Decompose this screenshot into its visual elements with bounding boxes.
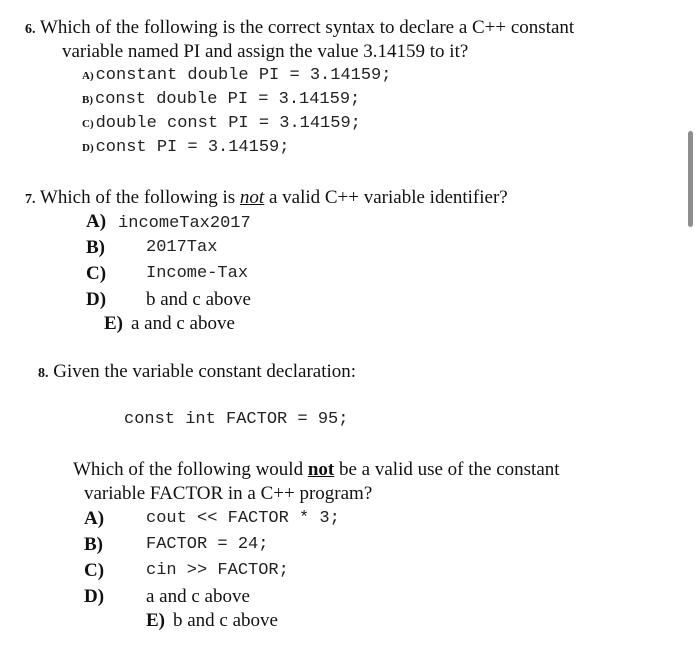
option-value: incomeTax2017 <box>118 214 251 233</box>
option-label: A) <box>86 211 107 232</box>
question-8-code: const int FACTOR = 95; <box>124 410 349 429</box>
option-label: B) <box>82 94 93 106</box>
question-8-option-d-value: a and c above <box>146 586 250 607</box>
question-7-option-c-value: Income-Tax <box>146 264 249 283</box>
option-value: a and c above <box>131 313 235 334</box>
question-7-emphasis: not <box>239 187 265 208</box>
option-label: D) <box>86 289 107 310</box>
question-8-option-e[interactable] <box>146 609 278 633</box>
question-8-number: 8. <box>38 366 49 381</box>
question-8-option-c[interactable] <box>84 559 104 583</box>
option-label: C) <box>84 560 105 581</box>
question-8-subtext-line1 <box>73 458 560 482</box>
question-8-option-b[interactable] <box>84 533 103 557</box>
question-6-text-line1 <box>25 16 574 42</box>
option-label: E) <box>104 313 123 334</box>
question-7-number: 7. <box>25 192 36 207</box>
question-8-option-a[interactable] <box>84 507 104 531</box>
option-label: D) <box>82 142 94 154</box>
question-7-option-a[interactable] <box>86 210 251 236</box>
question-6-number: 6. <box>25 22 36 37</box>
option-label: E) <box>146 610 165 631</box>
option-code: const PI = 3.14159; <box>95 138 290 157</box>
vertical-scrollbar[interactable] <box>688 131 693 227</box>
option-code: double const PI = 3.14159; <box>95 114 361 133</box>
option-label: B) <box>86 237 105 258</box>
question-8-option-a-value: cout << FACTOR * 3; <box>146 509 340 528</box>
option-label: A) <box>84 508 105 529</box>
question-7-option-d-value: b and c above <box>146 289 251 310</box>
question-8-option-b-value: FACTOR = 24; <box>146 535 269 554</box>
question-7-stem-before: Which of the following is <box>39 187 240 208</box>
option-value: b and c above <box>173 610 278 631</box>
question-7-option-b[interactable] <box>86 236 105 260</box>
question-8-text <box>38 360 356 386</box>
option-code: constant double PI = 3.14159; <box>95 66 392 85</box>
option-label: A) <box>82 70 94 82</box>
option-label: D) <box>84 586 105 607</box>
question-7-option-b-value: 2017Tax <box>146 238 218 257</box>
question-8-emphasis: not <box>307 459 335 480</box>
question-7-option-d[interactable] <box>86 288 106 312</box>
question-6-option-c[interactable] <box>82 112 361 136</box>
question-6-text-line2: variable named PI and assign the value 3.14159 to it? <box>62 41 469 62</box>
option-label: C) <box>86 263 107 284</box>
option-code: const double PI = 3.14159; <box>95 90 361 109</box>
question-8-stem: Given the variable constant declaration: <box>53 361 357 382</box>
question-7-text <box>25 186 508 212</box>
question-8-subtext-line2: variable FACTOR in a C++ program? <box>84 483 373 504</box>
option-label: C) <box>82 118 94 130</box>
question-6-option-d[interactable] <box>82 136 289 160</box>
question-6-option-b[interactable] <box>82 88 360 112</box>
question-7-stem-after: a valid C++ variable identifier? <box>264 187 508 208</box>
question-8-option-d[interactable] <box>84 585 104 609</box>
question-8-option-c-value: cin >> FACTOR; <box>146 561 289 580</box>
question-8-sub-after: be a valid use of the constant <box>334 459 560 480</box>
option-label: B) <box>84 534 103 555</box>
question-7-option-c[interactable] <box>86 262 106 286</box>
question-6-stem-1: Which of the following is the correct syntax to declare a C++ constant <box>39 17 575 38</box>
question-8-sub-before: Which of the following would <box>73 459 308 480</box>
question-7-option-e[interactable] <box>104 312 235 336</box>
question-6-option-a[interactable] <box>82 64 391 88</box>
